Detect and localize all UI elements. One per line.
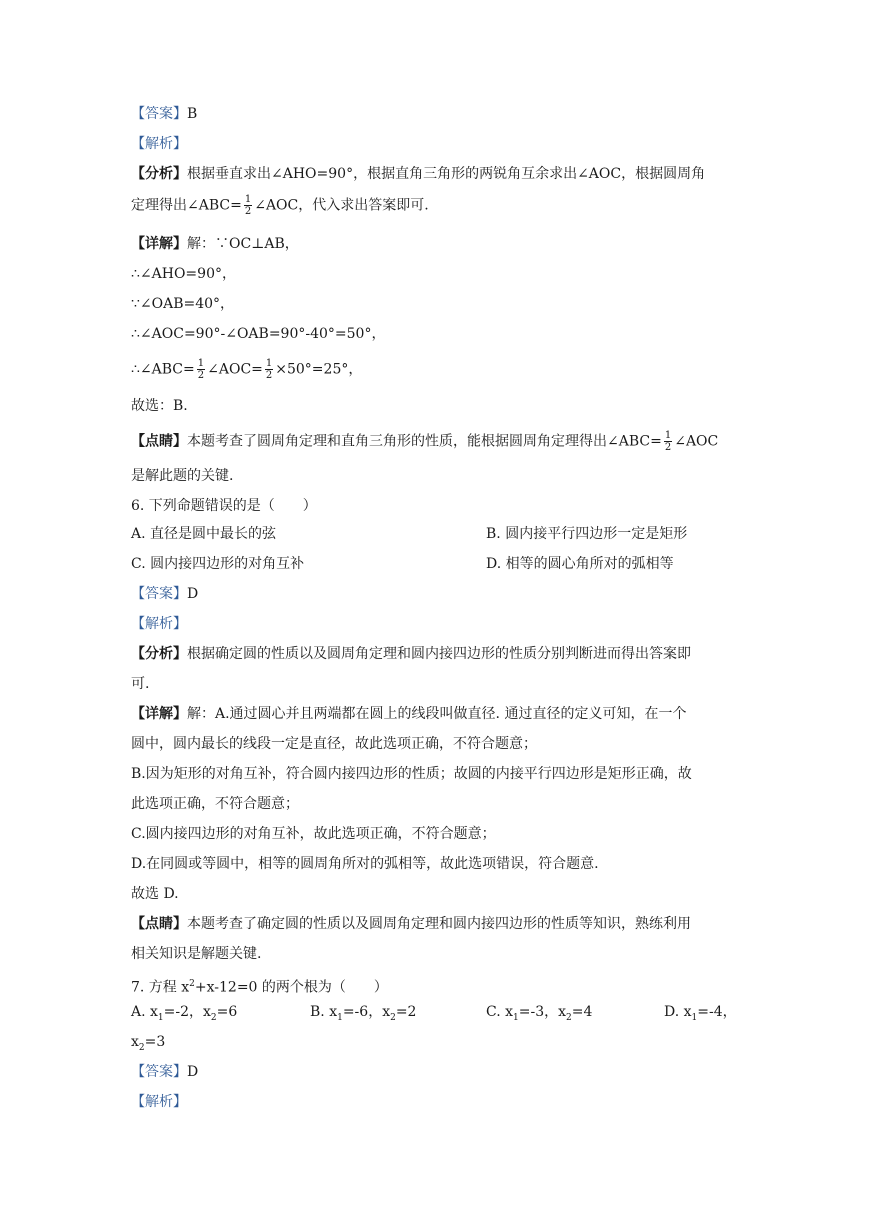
q6-stem: 6. 下列命题错误的是（ ） [131,498,317,514]
q6-detail-line-6: D.在同圆或等圆中，相等的圆周角所对的弧相等，故此选项错误，符合题意. [131,856,599,872]
q6-analysis-line-2: 可. [131,676,150,692]
xiangjie-label: 【详解】 [131,236,187,252]
q6-option-b: B. 圆内接平行四边形一定是矩形 [486,526,688,542]
q7-option-d: D. $x_1=-4$， [664,1004,737,1023]
q6-jiexi-label: 【解析】 [131,616,187,632]
fenxi-label: 【分析】 [131,166,187,182]
q6-option-a: A. 直径是圆中最长的弦 [131,526,277,542]
answer-label: 【答案】 [131,106,187,122]
q7-option-d-cont: $x_2=3$ [131,1034,166,1053]
q6-option-c: C. 圆内接四边形的对角互补 [131,556,305,572]
q5-comment-line-2: 是解此题的关键. [131,468,234,484]
q5-detail-line-3: ∵∠OAB=40°， [131,296,235,312]
q5-comment-line-1: 【点睛】本题考查了圆周角定理和直角三角形的性质，能根据圆周角定理得出∠ABC= $\frac{1}{2}$ ∠AOC [131,430,719,453]
q6-analysis-line-1: 【分析】根据确定圆的性质以及圆周角定理和圆内接四边形的性质分别判断进而得出答案即 [131,646,691,662]
q5-jiexi-label: 【解析】 [131,136,187,152]
q5-analysis-line-1: 【分析】根据垂直求出∠AHO=90°，根据直角三角形的两锐角互余求出∠AOC，根据圆周角 [131,166,706,182]
q5-detail-line-2: ∴∠AHO=90°， [131,266,236,282]
fraction-one-half: $\frac{1}{2}$ [265,358,273,381]
q5-detail-line-4: ∴∠AOC=90°-∠OAB=90°-40°=50°， [131,326,386,342]
dianjing-label: 【点睛】 [131,433,187,450]
q6-comment-line-1: 【点睛】本题考查了确定圆的性质以及圆周角定理和圆内接四边形的性质等知识，熟练利用 [131,916,691,932]
q7-option-a: A. $x_1=-2$，$x_2=6$ [131,1004,238,1023]
q7-answer-line: 【答案】D [131,1064,199,1080]
q6-detail-line-2: 圆中，圆内最长的线段一定是直径，故此选项正确，不符合题意； [131,736,537,752]
q6-answer-line: 【答案】D [131,586,199,602]
q6-detail-line-5: C.圆内接四边形的对角互补，故此选项正确，不符合题意； [131,826,496,842]
q6-option-d: D. 相等的圆心角所对的弧相等 [486,556,674,572]
q6-detail-line-7: 故选 D. [131,886,179,902]
fraction-one-half: $\frac{1}{2}$ [244,194,252,217]
q7-jiexi-label: 【解析】 [131,1094,187,1110]
q7-answer-value: D [187,1064,199,1080]
q5-detail-line-5: ∴∠ABC= $\frac{1}{2}$ ∠AOC= $\frac{1}{2}$ ×50°=25°， [131,358,363,381]
q7-option-b: B. $x_1=-6$，$x_2=2$ [310,1004,417,1023]
q7-stem: 7. 方程 $x^2+x-12=0$ 的两个根为（ ） [131,979,388,996]
q5-analysis-line-2: 定理得出∠ABC= $\frac{1}{2}$ ∠AOC，代入求出答案即可. [131,194,429,217]
q6-detail-line-3: B.因为矩形的对角互补，符合圆内接四边形的性质；故圆的内接平行四边形是矩形正确，故 [131,766,692,782]
q5-detail-line-6: 故选：B. [131,398,188,414]
q5-detail-line-1: 【详解】解：∵OC⊥AB， [131,236,299,252]
q6-detail-line-1: 【详解】解：A.通过圆心并且两端都在圆上的线段叫做直径. 通过直径的定义可知，在一个 [131,706,687,722]
q6-detail-line-4: 此选项正确，不符合题意； [131,796,299,812]
fraction-one-half: $\frac{1}{2}$ [197,358,205,381]
q7-option-c: C. $x_1=-3$，$x_2=4$ [486,1004,593,1023]
q6-comment-line-2: 相关知识是解题关键. [131,946,262,962]
fraction-one-half: $\frac{1}{2}$ [664,430,672,453]
q6-answer-value: D [187,586,199,602]
q5-answer-line [131,104,197,124]
q5-answer-value: B [187,106,198,122]
